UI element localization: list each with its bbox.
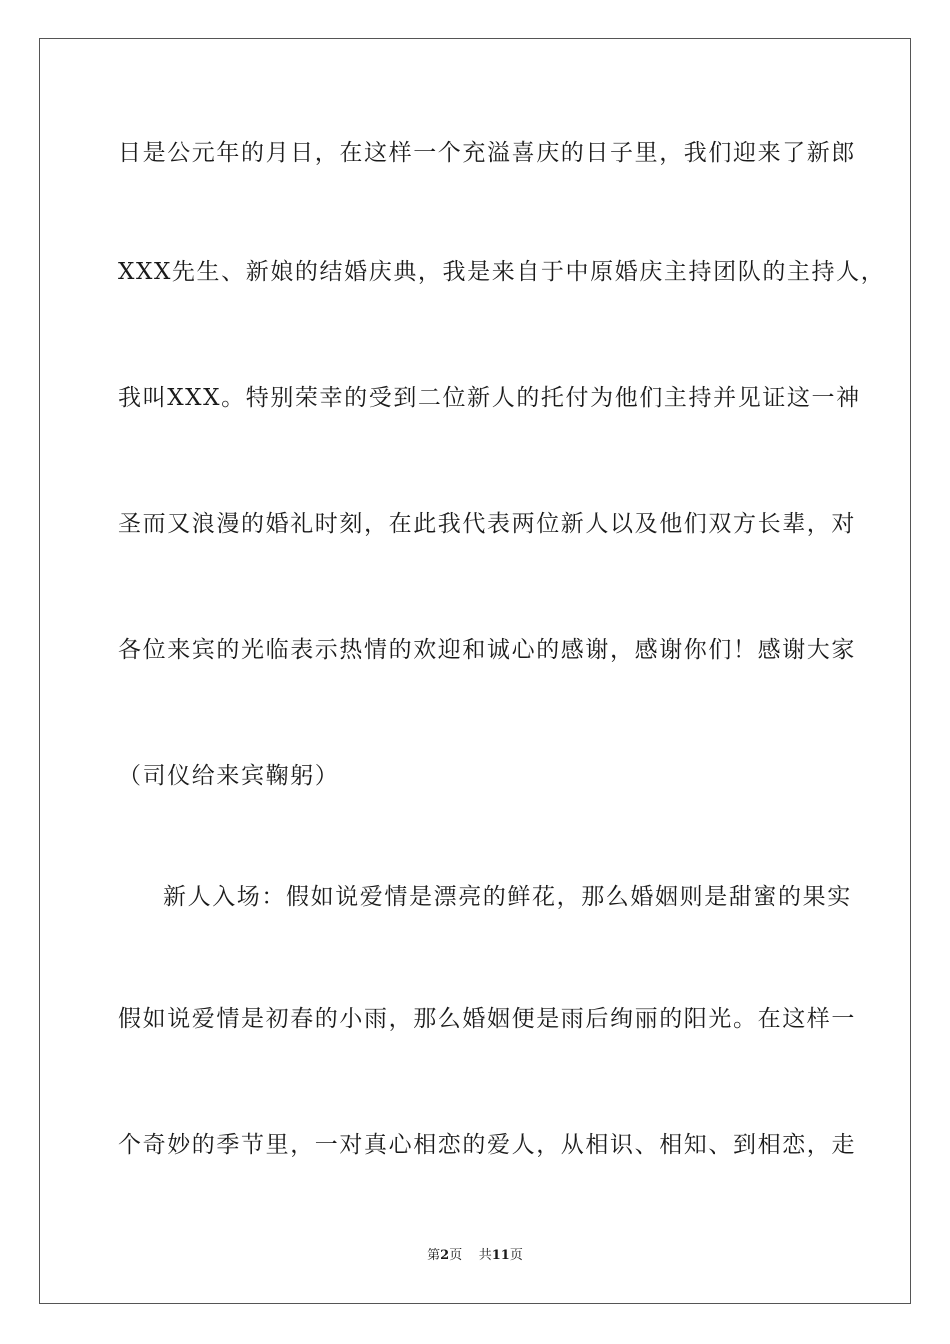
paragraph-line-2: XXX先生、新娘的结婚庆典，我是来自于中原婚庆主持团队的主持人， — [118, 259, 886, 285]
paragraph-line-8: 假如说爱情是初春的小雨，那么婚姻便是雨后绚丽的阳光。在这样一 — [118, 1006, 856, 1032]
paragraph-line-6: （司仪给来宾鞠躬） — [118, 763, 340, 789]
paragraph-line-5: 各位来宾的光临表示热情的欢迎和诚心的感谢，感谢你们！感谢大家 — [118, 637, 856, 663]
footer-total-suffix: 页 — [509, 1248, 523, 1263]
footer-total-prefix: 共 — [478, 1248, 492, 1263]
page-footer — [0, 1247, 950, 1265]
footer-total-pages: 11 — [491, 1248, 510, 1263]
paragraph-line-9: 个奇妙的季节里，一对真心相恋的爱人，从相识、相知、到相恋，走 — [118, 1132, 856, 1158]
page-border — [39, 38, 911, 1304]
paragraph-line-7: 新人入场：假如说爱情是漂亮的鲜花，那么婚姻则是甜蜜的果实 — [163, 884, 852, 910]
paragraph-line-4: 圣而又浪漫的婚礼时刻，在此我代表两位新人以及他们双方长辈，对 — [118, 511, 856, 537]
footer-page-number: 2 — [440, 1248, 450, 1263]
paragraph-line-3: 我叫XXX。特别荣幸的受到二位新人的托付为他们主持并见证这一神 — [118, 385, 861, 411]
paragraph-line-1: 日是公元年的月日，在这样一个充溢喜庆的日子里，我们迎来了新郎 — [118, 140, 856, 166]
footer-page-prefix: 第 — [427, 1248, 441, 1263]
footer-page-suffix: 页 — [449, 1248, 463, 1263]
